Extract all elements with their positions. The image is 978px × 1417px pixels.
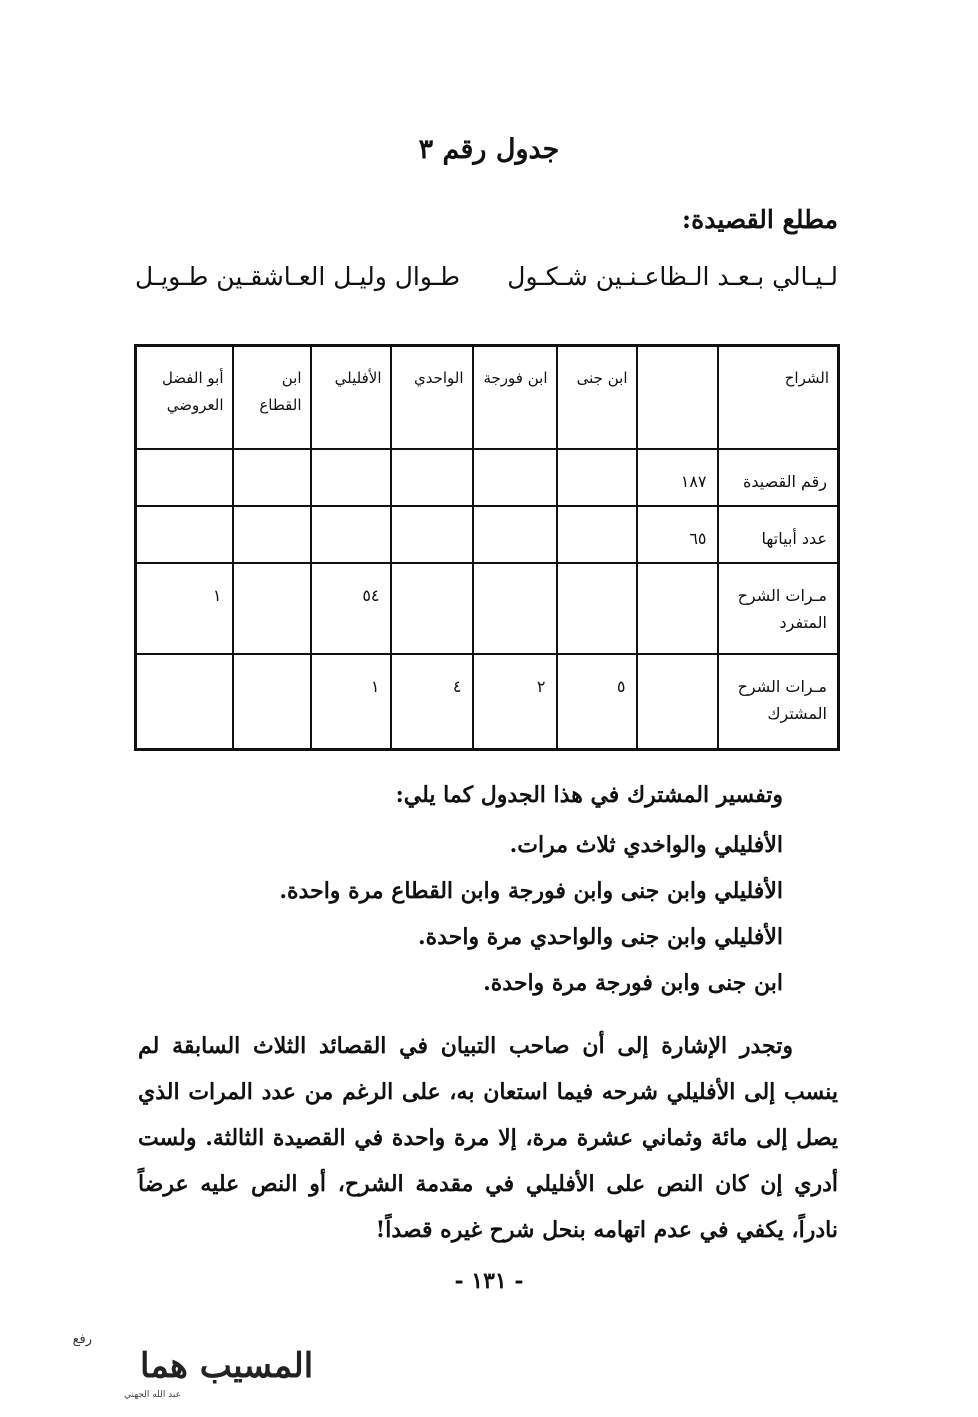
verse-line xyxy=(135,262,838,291)
page-title: جدول رقم ٣ xyxy=(418,134,560,165)
table-cell: ١ xyxy=(311,654,391,750)
table-cell xyxy=(311,506,391,563)
table-cell xyxy=(473,449,557,506)
row-label: عدد أبياتها xyxy=(718,506,839,563)
table-cell: ٢ xyxy=(473,654,557,750)
table-cell xyxy=(233,654,311,750)
table-cell xyxy=(311,449,391,506)
table-cell xyxy=(136,449,233,506)
table-cell xyxy=(637,563,718,654)
body-paragraph: وتجدر الإشارة إلى أن صاحب التبيان في القصائد الثلاث السابقة لم ينسب إلى الأفليلي شرحه فيما استعان به، على الرغم من عدد المرات الذي يصل إلى مائة وثماني عشرة مرة، إلا مرة واحدة في القصيدة الثالثة. ولست أدري إن كان النص على الأفليلي في مقدمة الشرح، أو النص عليه عرضاً نادراً، يكفي في عدم اتهامه بنحل شرح غيره قصداً! xyxy=(138,1033,838,1243)
row-label: مـرات الشرح المشترك xyxy=(718,654,839,750)
table-cell xyxy=(557,449,637,506)
page-number: - ١٣١ - xyxy=(454,1268,524,1294)
explanation-line: الأفليلي وابن جنى والواحدي مرة واحدة. xyxy=(418,924,783,950)
table-cell xyxy=(233,449,311,506)
table-cell: ٥ xyxy=(557,654,637,750)
table-cell xyxy=(557,506,637,563)
header-cell: الواحدي xyxy=(391,346,473,449)
table-cell xyxy=(637,654,718,750)
table-cell xyxy=(136,506,233,563)
explanation-line: ابن جنى وابن فورجة مرة واحدة. xyxy=(483,970,783,996)
table-cell xyxy=(473,506,557,563)
table-cell xyxy=(557,563,637,654)
table-cell xyxy=(233,563,311,654)
commentators-table xyxy=(134,344,840,751)
table-cell: ٥٤ xyxy=(311,563,391,654)
table-cell xyxy=(136,654,233,750)
explanation-block xyxy=(279,772,783,1006)
header-cell: ابن جنى xyxy=(557,346,637,449)
explanation-heading: وتفسير المشترك في هذا الجدول كما يلي: xyxy=(395,782,783,808)
header-cell xyxy=(637,346,718,449)
stamp-label: رفع xyxy=(72,1332,92,1347)
header-cell: ابن فورجة xyxy=(473,346,557,449)
table-row xyxy=(136,563,839,654)
table-row xyxy=(136,654,839,750)
table-cell xyxy=(391,563,473,654)
header-cell: الأفليلي xyxy=(311,346,391,449)
table-cell xyxy=(391,449,473,506)
table-cell: ٦٥ xyxy=(637,506,718,563)
table-cell xyxy=(473,563,557,654)
explanation-line: الأفليلي وابن جنى وابن فورجة وابن القطاع مرة واحدة. xyxy=(279,878,783,904)
header-cell: الشراح xyxy=(718,346,839,449)
verse-label: مطلع القصيدة: xyxy=(681,205,838,234)
explanation-line: الأفليلي والواخدي ثلاث مرات. xyxy=(509,832,783,858)
table-cell xyxy=(391,506,473,563)
table-header-row xyxy=(136,346,839,449)
stamp-name: المسيب هما xyxy=(140,1346,314,1386)
table-cell: ١ xyxy=(136,563,233,654)
table-cell: ١٨٧ xyxy=(637,449,718,506)
table-row xyxy=(136,449,839,506)
calligraphy-stamp xyxy=(12,1325,314,1405)
row-label: رقم القصيدة xyxy=(718,449,839,506)
table-cell: ٤ xyxy=(391,654,473,750)
header-cell: أبو الفضل العروضي xyxy=(136,346,233,449)
header-cell: ابن القطاع xyxy=(233,346,311,449)
table-cell xyxy=(233,506,311,563)
verse-second-hemistich: طـوال وليـل العـاشقـين طـويـل xyxy=(135,262,460,291)
row-label: مـرات الشرح المتفرد xyxy=(718,563,839,654)
stamp-caption: عبد الله الجهني xyxy=(124,1390,181,1400)
verse-first-hemistich: لـيـالي بـعـد الـظاعـنـين شـكـول xyxy=(507,262,838,291)
table-row xyxy=(136,506,839,563)
